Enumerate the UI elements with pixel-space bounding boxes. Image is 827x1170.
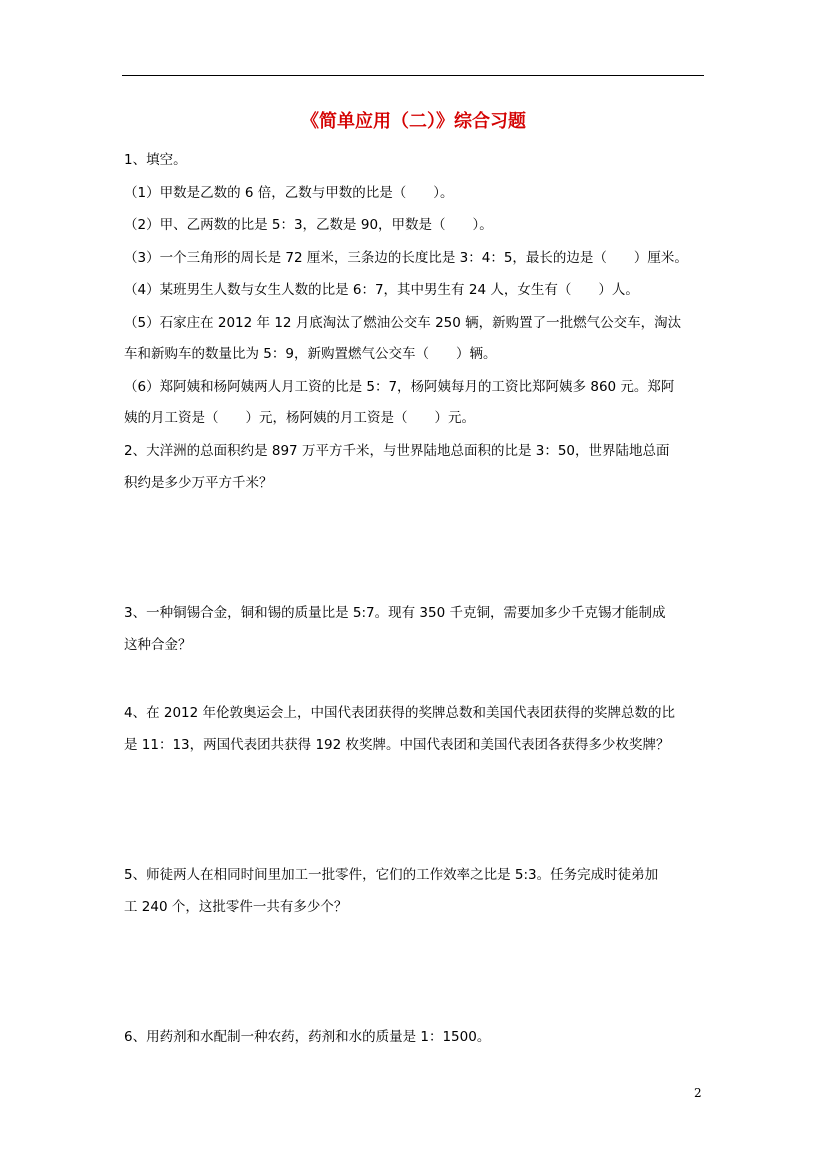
page-title: 《简单应用（二）》综合习题 <box>301 111 526 132</box>
header-rule <box>122 75 704 76</box>
question-1-part-6-line-1: （6）郑阿姨和杨阿姨两人月工资的比是 5：7，杨阿姨每月的工资比郑阿姨多 860 元。郑阿 <box>124 379 675 395</box>
question-1-part-1: （1）甲数是乙数的 6 倍，乙数与甲数的比是（ ）。 <box>124 185 454 201</box>
question-3-line-1: 3、一种铜锡合金，铜和锡的质量比是 5:7。现有 350 千克铜，需要加多少千克锡才能制成 <box>124 605 666 621</box>
question-1-part-4: （4）某班男生人数与女生人数的比是 6：7，其中男生有 24 人，女生有（ ）人。 <box>124 282 639 298</box>
question-4-line-1: 4、在 2012 年伦敦奥运会上，中国代表团获得的奖牌总数和美国代表团获得的奖牌总数的比 <box>124 705 676 721</box>
question-4-line-2: 是 11：13，两国代表团共获得 192 枚奖牌。中国代表团和美国代表团各获得多少枚奖牌？ <box>124 737 670 753</box>
question-1-part-3: （3）一个三角形的周长是 72 厘米，三条边的长度比是 3：4：5，最长的边是（ ）厘米。 <box>124 250 688 266</box>
question-5-line-1: 5、师徒两人在相同时间里加工一批零件，它们的工作效率之比是 5:3。任务完成时徒弟加 <box>124 867 659 883</box>
question-2-line-2: 积约是多少万平方千米？ <box>124 475 273 491</box>
question-2-line-1: 2、大洋洲的总面积约是 897 万平方千米，与世界陆地总面积的比是 3：50，世界陆地总面 <box>124 443 670 459</box>
question-5-line-2: 工 240 个，这批零件一共有多少个？ <box>124 899 348 915</box>
question-1-part-2: （2）甲、乙两数的比是 5：3，乙数是 90，甲数是（ ）。 <box>124 217 493 233</box>
question-3-line-2: 这种合金？ <box>124 637 192 653</box>
question-1-heading: 1、填空。 <box>124 152 187 168</box>
question-1-part-6-line-2: 姨的月工资是（ ）元，杨阿姨的月工资是（ ）元。 <box>124 410 475 426</box>
question-1-part-5-line-1: （5）石家庄在 2012 年 12 月底淘汰了燃油公交车 250 辆，新购置了一批燃气公交车，淘汰 <box>124 315 682 331</box>
page-number: 2 <box>694 1086 702 1100</box>
question-6-line-1: 6、用药剂和水配制一种农药，药剂和水的质量是 1：1500。 <box>124 1029 491 1045</box>
question-1-part-5-line-2: 车和新购车的数量比为 5：9，新购置燃气公交车（ ）辆。 <box>124 346 497 362</box>
